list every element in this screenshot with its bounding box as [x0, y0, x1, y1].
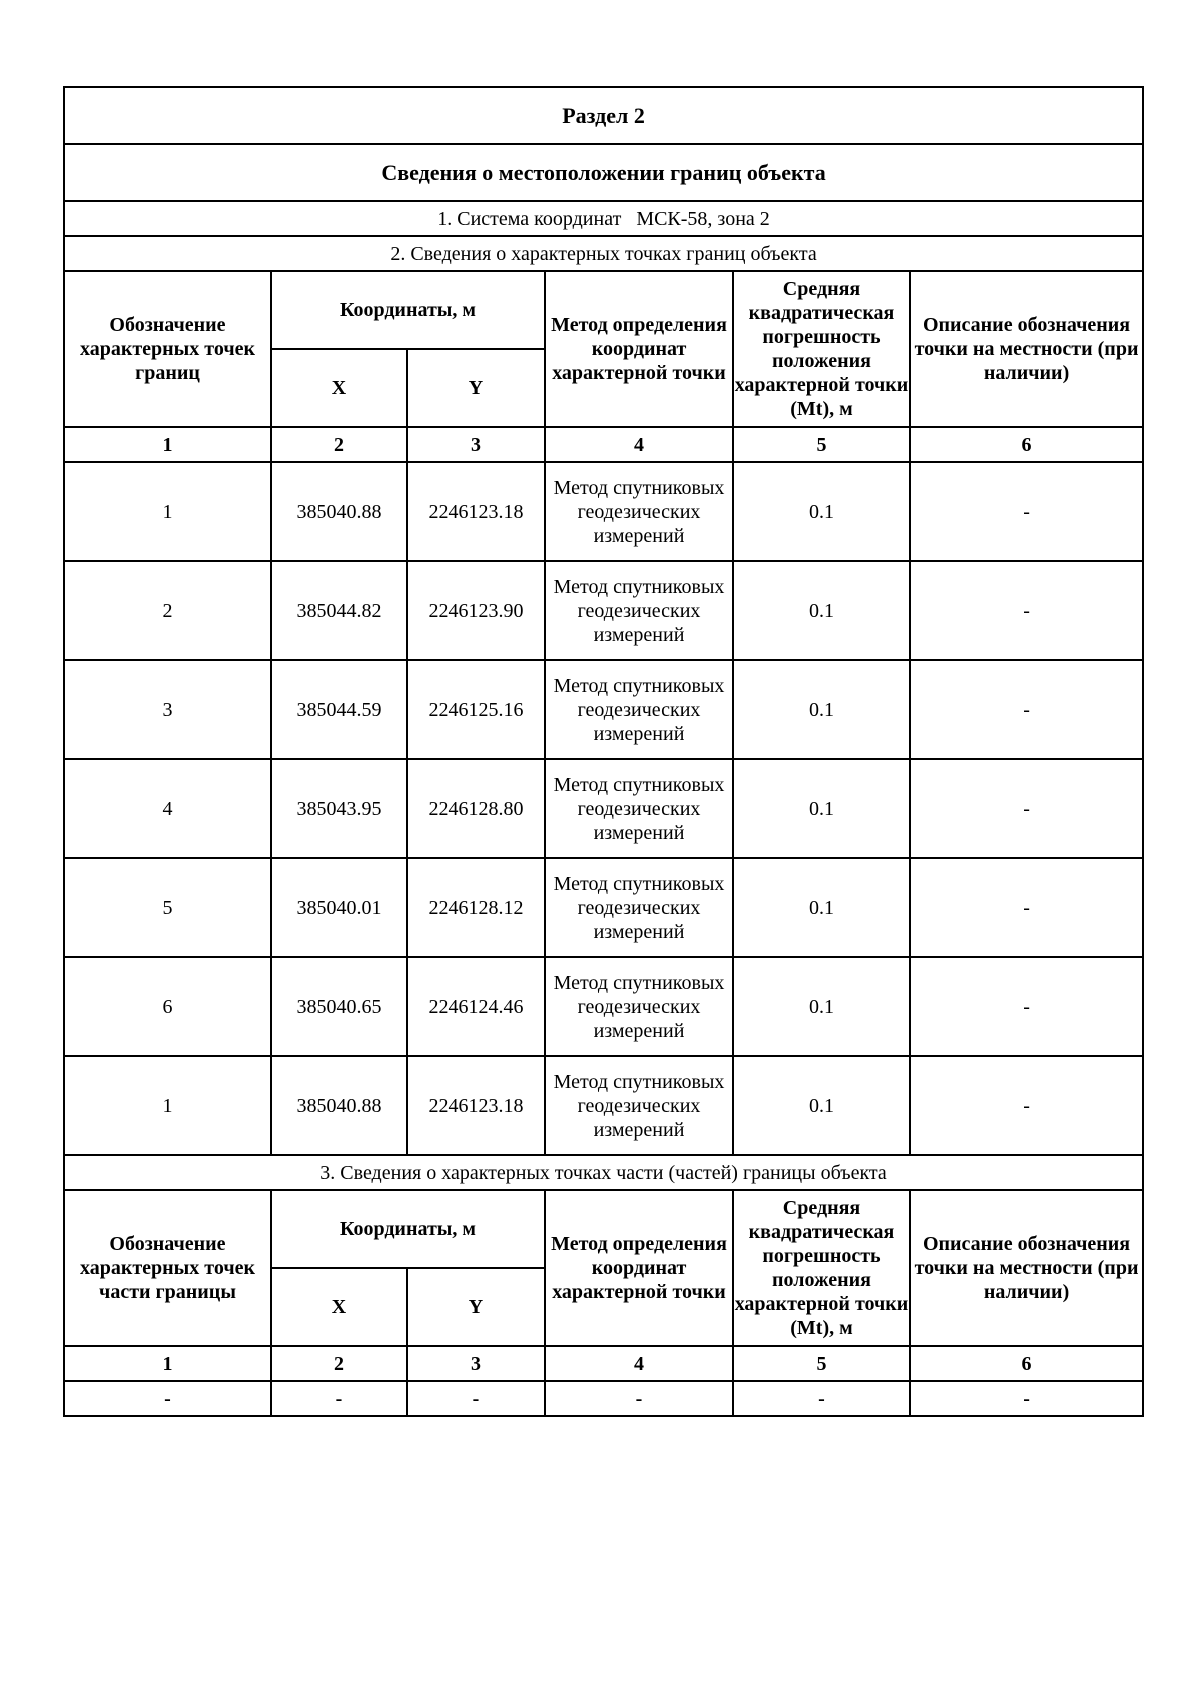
method-cell: -	[545, 1381, 733, 1416]
method-cell: Метод спутниковых геодезических измерений	[545, 561, 733, 660]
part2-column-number: 5	[733, 427, 910, 462]
table-row	[64, 660, 1143, 759]
description-cell: -	[910, 1381, 1143, 1416]
part3-column-number: 5	[733, 1346, 910, 1381]
table-row	[64, 1056, 1143, 1155]
part2-header-row	[64, 271, 1143, 349]
error-cell: 0.1	[733, 660, 910, 759]
coord-system-label: 1. Система координат	[437, 207, 622, 230]
error-cell: 0.1	[733, 1056, 910, 1155]
method-cell: Метод спутниковых геодезических измерений	[545, 660, 733, 759]
y-cell: 2246123.18	[407, 1056, 545, 1155]
point-cell: 1	[64, 462, 271, 561]
method-cell: Метод спутниковых геодезических измерений	[545, 957, 733, 1056]
part2-header-y: Y	[407, 349, 545, 427]
part3-header-row	[64, 1190, 1143, 1268]
table-row	[64, 957, 1143, 1056]
part3-column-number: 2	[271, 1346, 407, 1381]
part2-column-number: 6	[910, 427, 1143, 462]
part3-header-y: Y	[407, 1268, 545, 1346]
part3-column-number: 1	[64, 1346, 271, 1381]
point-cell: 1	[64, 1056, 271, 1155]
part2-header-coords: Координаты, м	[271, 271, 545, 349]
y-cell: 2246124.46	[407, 957, 545, 1056]
description-cell: -	[910, 561, 1143, 660]
coord-system-row	[64, 201, 1143, 236]
table-row	[64, 759, 1143, 858]
x-cell: 385040.88	[271, 1056, 407, 1155]
part2-header-method: Метод определения координат характерной точки	[545, 271, 733, 427]
part3-header-method: Метод определения координат характерной точки	[545, 1190, 733, 1346]
point-cell: 3	[64, 660, 271, 759]
part3-column-number: 6	[910, 1346, 1143, 1381]
description-cell: -	[910, 858, 1143, 957]
section-title: Раздел 2	[64, 87, 1143, 144]
part3-header-error: Средняя квадратическая погрешность положения характерной точки (Mt), м	[733, 1190, 910, 1346]
error-cell: 0.1	[733, 462, 910, 561]
y-cell: 2246123.90	[407, 561, 545, 660]
x-cell: 385043.95	[271, 759, 407, 858]
y-cell: 2246125.16	[407, 660, 545, 759]
method-cell: Метод спутниковых геодезических измерений	[545, 462, 733, 561]
y-cell: -	[407, 1381, 545, 1416]
boundary-table	[63, 86, 1144, 1417]
table-row	[64, 858, 1143, 957]
error-cell: 0.1	[733, 858, 910, 957]
part2-header-x: X	[271, 349, 407, 427]
part3-header-x: X	[271, 1268, 407, 1346]
part3-header-point: Обозначение характерных точек части границы	[64, 1190, 271, 1346]
y-cell: 2246123.18	[407, 462, 545, 561]
table-row	[64, 1381, 1143, 1416]
x-cell: 385044.59	[271, 660, 407, 759]
table-row	[64, 462, 1143, 561]
error-cell: -	[733, 1381, 910, 1416]
part2-column-numbers-row	[64, 427, 1143, 462]
y-cell: 2246128.12	[407, 858, 545, 957]
x-cell: 385044.82	[271, 561, 407, 660]
method-cell: Метод спутниковых геодезических измерений	[545, 1056, 733, 1155]
error-cell: 0.1	[733, 561, 910, 660]
point-cell: -	[64, 1381, 271, 1416]
y-cell: 2246128.80	[407, 759, 545, 858]
error-cell: 0.1	[733, 957, 910, 1056]
point-cell: 6	[64, 957, 271, 1056]
point-cell: 5	[64, 858, 271, 957]
x-cell: -	[271, 1381, 407, 1416]
part3-title: 3. Сведения о характерных точках части (частей) границы объекта	[64, 1155, 1143, 1190]
coord-system-value: МСК-58, зона 2	[636, 207, 770, 230]
part2-header-point: Обозначение характерных точек границ	[64, 271, 271, 427]
part2-header-description: Описание обозначения точки на местности (при наличии)	[910, 271, 1143, 427]
part2-column-number: 4	[545, 427, 733, 462]
part2-column-number: 2	[271, 427, 407, 462]
error-cell: 0.1	[733, 759, 910, 858]
x-cell: 385040.65	[271, 957, 407, 1056]
part3-column-number: 3	[407, 1346, 545, 1381]
point-cell: 2	[64, 561, 271, 660]
description-cell: -	[910, 759, 1143, 858]
part3-header-coords: Координаты, м	[271, 1190, 545, 1268]
method-cell: Метод спутниковых геодезических измерений	[545, 858, 733, 957]
part3-column-number: 4	[545, 1346, 733, 1381]
point-cell: 4	[64, 759, 271, 858]
x-cell: 385040.88	[271, 462, 407, 561]
part2-column-number: 1	[64, 427, 271, 462]
description-cell: -	[910, 957, 1143, 1056]
table-row	[64, 561, 1143, 660]
part2-title: 2. Сведения о характерных точках границ объекта	[64, 236, 1143, 271]
method-cell: Метод спутниковых геодезических измерений	[545, 759, 733, 858]
x-cell: 385040.01	[271, 858, 407, 957]
part3-title-row	[64, 1155, 1143, 1190]
description-cell: -	[910, 462, 1143, 561]
part2-column-number: 3	[407, 427, 545, 462]
part3-column-numbers-row	[64, 1346, 1143, 1381]
part3-header-description: Описание обозначения точки на местности (при наличии)	[910, 1190, 1143, 1346]
description-cell: -	[910, 660, 1143, 759]
section-subtitle: Сведения о местоположении границ объекта	[64, 144, 1143, 201]
part2-header-error: Средняя квадратическая погрешность положения характерной точки (Mt), м	[733, 271, 910, 427]
description-cell: -	[910, 1056, 1143, 1155]
